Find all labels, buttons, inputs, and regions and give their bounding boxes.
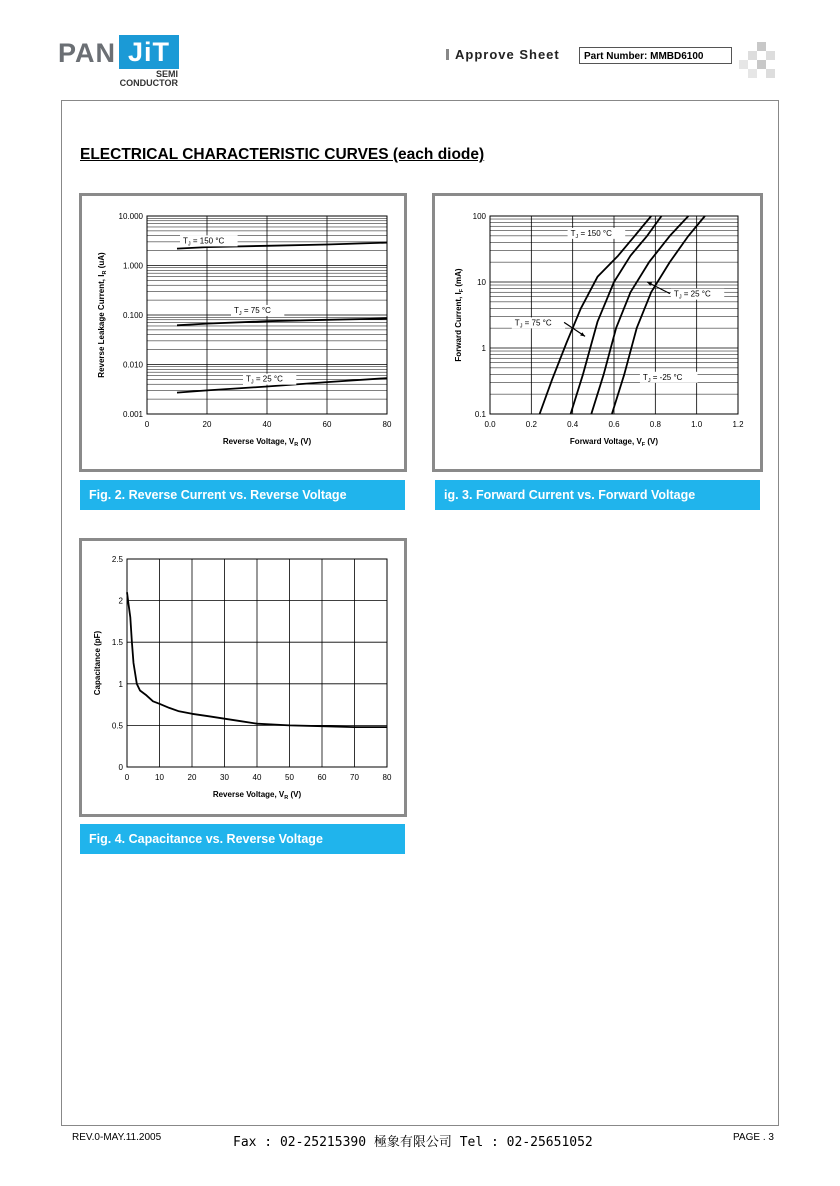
approve-bar-icon	[446, 49, 449, 60]
x-tick-label: 80	[382, 420, 392, 429]
series-label-3: $T_J = -25$ °C	[642, 372, 683, 384]
series-label-2: $T_J = 25$ °C	[673, 289, 711, 301]
y-tick-label: 0.010	[122, 360, 143, 370]
fig3-caption: ig. 3. Forward Current vs. Forward Voltage	[435, 480, 760, 510]
y-tick-label: 1	[118, 679, 123, 689]
x-tick-label: 0.6	[608, 420, 620, 429]
fig4-chart	[82, 541, 404, 814]
logo-pan: PAN	[58, 38, 117, 68]
x-tick-label: 0.2	[525, 420, 537, 429]
logo-semi: SEMI	[155, 69, 178, 79]
x-tick-label: 50	[285, 773, 294, 782]
logo-conductor: CONDUCTOR	[119, 78, 178, 88]
y-tick-label: 2.5	[111, 555, 123, 564]
footer-page: PAGE . 3	[733, 1132, 774, 1143]
y-tick-label: 0.5	[111, 721, 123, 731]
x-tick-label: 1.2	[732, 420, 744, 429]
logo-jit: JiT	[119, 35, 179, 69]
fig3-chart	[435, 196, 760, 469]
x-tick-label: 60	[317, 773, 327, 782]
series-label-1: $T_J = 75$ °C	[234, 305, 271, 317]
x-tick-label: 0.0	[484, 420, 496, 429]
x-tick-label: 20	[187, 773, 197, 782]
fig2-chart	[82, 196, 404, 469]
x-tick-label: 0.4	[567, 420, 579, 429]
x-tick-label: 80	[382, 773, 392, 782]
x-axis-label: Forward Voltage, $V_F$ (V)	[569, 437, 659, 448]
fig2-chart-box	[79, 193, 407, 472]
y-tick-label: 10	[477, 278, 486, 287]
x-tick-label: 40	[262, 420, 272, 429]
approve-sheet-text: Approve Sheet	[455, 47, 560, 62]
fig4-chart-box	[79, 538, 407, 817]
series-label-0: $T_J = 150$ °C	[183, 236, 225, 248]
series-line-1	[571, 216, 662, 414]
footer-revision: REV.0-MAY.11.2005	[72, 1132, 162, 1143]
y-tick-label: 0.100	[122, 311, 143, 320]
y-tick-label: 1.000	[122, 261, 143, 271]
y-tick-label: 10.000	[118, 212, 143, 221]
x-tick-label: 0.8	[649, 420, 661, 429]
fig4-caption: Fig. 4. Capacitance vs. Reverse Voltage	[80, 824, 405, 854]
y-tick-label: 1	[481, 344, 486, 353]
x-axis-label: Reverse Voltage, $V_R$ (V)	[222, 437, 312, 448]
x-tick-label: 70	[350, 773, 359, 782]
x-tick-label: 1.0	[691, 420, 703, 429]
x-tick-label: 20	[202, 420, 212, 429]
series-label-2: $T_J = 25$ °C	[246, 374, 283, 386]
x-tick-label: 0	[144, 420, 150, 429]
fig3-chart-box	[432, 193, 763, 472]
y-axis-label: Reverse Leakage Current, $I_R$ (uA)	[97, 252, 108, 378]
y-tick-label: 0.001	[122, 410, 143, 419]
x-tick-label: 40	[252, 773, 262, 782]
x-tick-label: 30	[220, 773, 229, 782]
approve-sheet-label	[446, 47, 560, 62]
series-label-0: $T_J = 150$ °C	[570, 228, 612, 240]
y-tick-label: 2	[118, 596, 123, 606]
series-label-1: $T_J = 75$ °C	[514, 318, 552, 330]
part-number-box: Part Number: MMBD6100	[579, 47, 732, 64]
y-tick-label: 100	[472, 212, 486, 221]
y-axis-label: Capacitance (pF)	[93, 630, 102, 696]
fig2-caption: Fig. 2. Reverse Current vs. Reverse Voltage	[80, 480, 405, 510]
x-axis-label: Reverse Voltage, $V_R$ (V)	[212, 790, 302, 801]
x-tick-label: 0	[124, 773, 130, 782]
page-heading: ELECTRICAL CHARACTERISTIC CURVES (each diode)	[80, 146, 485, 163]
footer-contact: Fax : 02-25215390 極象有限公司 Tel : 02-25651052	[233, 1135, 593, 1150]
y-axis-label: Forward Current, $I_F$ (mA)	[454, 268, 465, 362]
x-tick-label: 60	[322, 420, 332, 429]
y-tick-label: 0	[118, 763, 123, 772]
y-tick-label: 0.1	[474, 410, 486, 419]
series-line-1	[177, 319, 387, 326]
series-line-0	[540, 216, 652, 414]
y-tick-label: 1.5	[111, 638, 123, 648]
x-tick-label: 10	[155, 773, 164, 782]
